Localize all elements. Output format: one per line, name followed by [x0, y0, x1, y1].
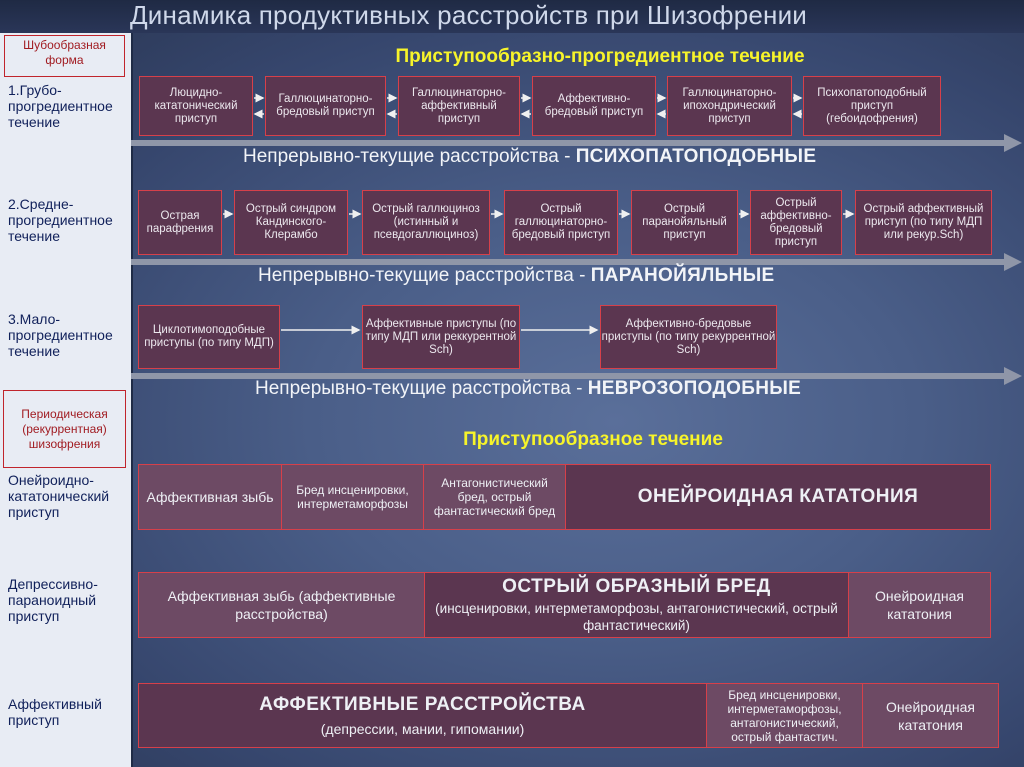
bar3-cell-1	[139, 684, 707, 747]
row1-continuous-text: Непрерывно-текущие расстройства - ПСИХОПАТОПОДОБНЫЕ	[243, 146, 817, 167]
side-label-2: 2.Средне-прогредиентное течение	[8, 196, 113, 244]
bar3-main-text: АФФЕКТИВНЫЕ РАССТРОЙСТВА	[259, 693, 586, 715]
side-label-oneiroid: Онейроидно-кататонический приступ	[8, 472, 110, 520]
shub-form-text: Шубообразная форма	[23, 38, 106, 67]
row3-continuous-text: Непрерывно-текущие расстройства - НЕВРОЗОПОДОБНЫЕ	[255, 378, 802, 399]
row2-box-3: Острый галлюциноз (истинный и псевдогаллюциноз)	[362, 190, 490, 255]
row2-box-1: Острая парафрения	[138, 190, 222, 255]
heading-progredient: Приступообразно-прогредиентное течение	[395, 46, 805, 67]
side-label-1: 1.Грубо-прогредиентное течение	[8, 82, 113, 130]
bar2-cell-3: Онейроидная кататония	[849, 573, 990, 637]
bar-affective	[138, 683, 999, 748]
bar2-sub-text: (инсценировки, интерметаморфозы, антагонистический, острый фантастический)	[435, 601, 838, 633]
bar1-cell-4: ОНЕЙРОИДНАЯ КАТАТОНИЯ	[637, 486, 919, 507]
row2-continuous-text: Непрерывно-текущие расстройства - ПАРАНОЙЯЛЬНЫЕ	[258, 265, 775, 286]
bar2-main-text: ОСТРЫЙ ОБРАЗНЫЙ БРЕД	[502, 576, 771, 597]
row1-box-3: Галлюцинаторно-аффективный приступ	[398, 76, 520, 136]
heading-paroxysmal: Приступообразное течение	[463, 429, 723, 450]
row1-box-4: Аффективно-бредовый приступ	[532, 76, 656, 136]
row2-box-5: Острый паранойяльный приступ	[631, 190, 738, 255]
periodic-text: Периодическая (рекуррентная) шизофрения	[21, 406, 108, 451]
row1-box-2: Галлюцинаторно-бредовый приступ	[265, 76, 386, 136]
bar-depressive-paranoid	[138, 572, 991, 638]
bar2-cell-1: Аффективная зыбь (аффективные расстройства)	[139, 573, 425, 637]
bar1-cell-2: Бред инсценировки, интерметаморфозы	[282, 465, 424, 529]
bar3-cell-2: Бред инсценировки, интерметаморфозы, антагонистический, острый фантастич.	[707, 684, 863, 747]
side-label-3: 3.Мало-прогредиентное течение	[8, 311, 113, 359]
row2-box-6: Острый аффективно-бредовый приступ	[750, 190, 842, 255]
row3-box-2: Аффективные приступы (по типу МДП или реккурентной Sch)	[362, 305, 520, 369]
row2-box-7: Острый аффективный приступ (по типу МДП или рекур.Sch)	[855, 190, 992, 255]
row1-box-1: Люцидно-кататонический приступ	[139, 76, 253, 136]
side-label-affective: Аффективный приступ	[8, 696, 102, 728]
bar2-cell-2	[425, 573, 849, 637]
bar-oneiroid	[138, 464, 991, 530]
row3-box-3: Аффективно-бредовые приступы (по типу рекуррентной Sch)	[600, 305, 777, 369]
row3-box-1: Циклотимоподобные приступы (по типу МДП)	[138, 305, 280, 369]
row1-box-6: Психопатоподобный приступ (гебоидофрения)	[803, 76, 941, 136]
row1-box-5: Галлюцинаторно-ипохондрический приступ	[667, 76, 792, 136]
bar3-cell-3: Онейроидная кататония	[863, 684, 998, 747]
bar3-sub-text: (депрессии, мании, гипомании)	[320, 720, 525, 737]
bar1-cell-3: Антагонистический бред, острый фантастический бред	[424, 465, 566, 529]
side-label-depressive: Депрессивно-параноидный приступ	[8, 576, 98, 624]
page-title: Динамика продуктивных расстройств при Шизофрении	[130, 0, 808, 30]
row2-box-4: Острый галлюцинаторно-бредовый приступ	[504, 190, 618, 255]
row2-box-2: Острый синдром Кандинского-Клерамбо	[234, 190, 348, 255]
bar1-cell-1: Аффективная зыбь	[139, 465, 282, 529]
